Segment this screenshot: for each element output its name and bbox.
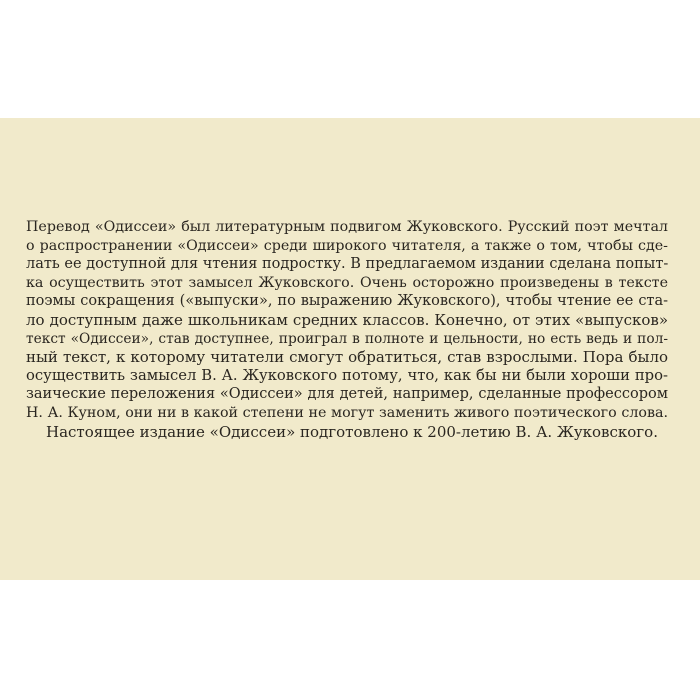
text-line-2: о распространении «Одиссеи» среди широкого читателя, а также о том, чтобы сде- (26, 237, 668, 254)
text-line-10: заические переложения «Одиссеи» для детей, например, сделанные профессором (26, 386, 668, 403)
text-line-12: Настоящее издание «Одиссеи» подготовлено к 200-летию В. А. Жуковского. (46, 422, 658, 441)
page-text (26, 218, 668, 441)
text-line-6: ло доступным даже школьникам средних классов. Конечно, от этих «выпусков» (26, 310, 668, 329)
text-line-5: поэмы сокращения («выпуски», по выражению Жуковского), чтобы чтение ее ста- (26, 293, 668, 310)
text-line-4: ка осуществить этот замысел Жуковского. Очень осторожно произведены в тексте (26, 274, 668, 291)
text-line-8: ный текст, к которому читатели смогут обратиться, став взрослыми. Пора было (26, 348, 668, 367)
book-page (0, 118, 700, 580)
text-line-7: текст «Одиссеи», став доступнее, проиграл в полноте и цельности, но есть ведь и пол- (26, 330, 668, 347)
text-line-1: Перевод «Одиссеи» был литературным подвигом Жуковского. Русский поэт мечтал (26, 219, 668, 235)
text-line-11: Н. А. Куном, они ни в какой степени не могут заменить живого поэтического слова. (26, 404, 668, 421)
text-line-3: лать ее доступной для чтения подростку. В предлагаемом издании сделана попыт- (26, 256, 668, 273)
text-line-9: осуществить замысел В. А. Жуковского потому, что, как бы ни были хороши про- (26, 366, 668, 384)
